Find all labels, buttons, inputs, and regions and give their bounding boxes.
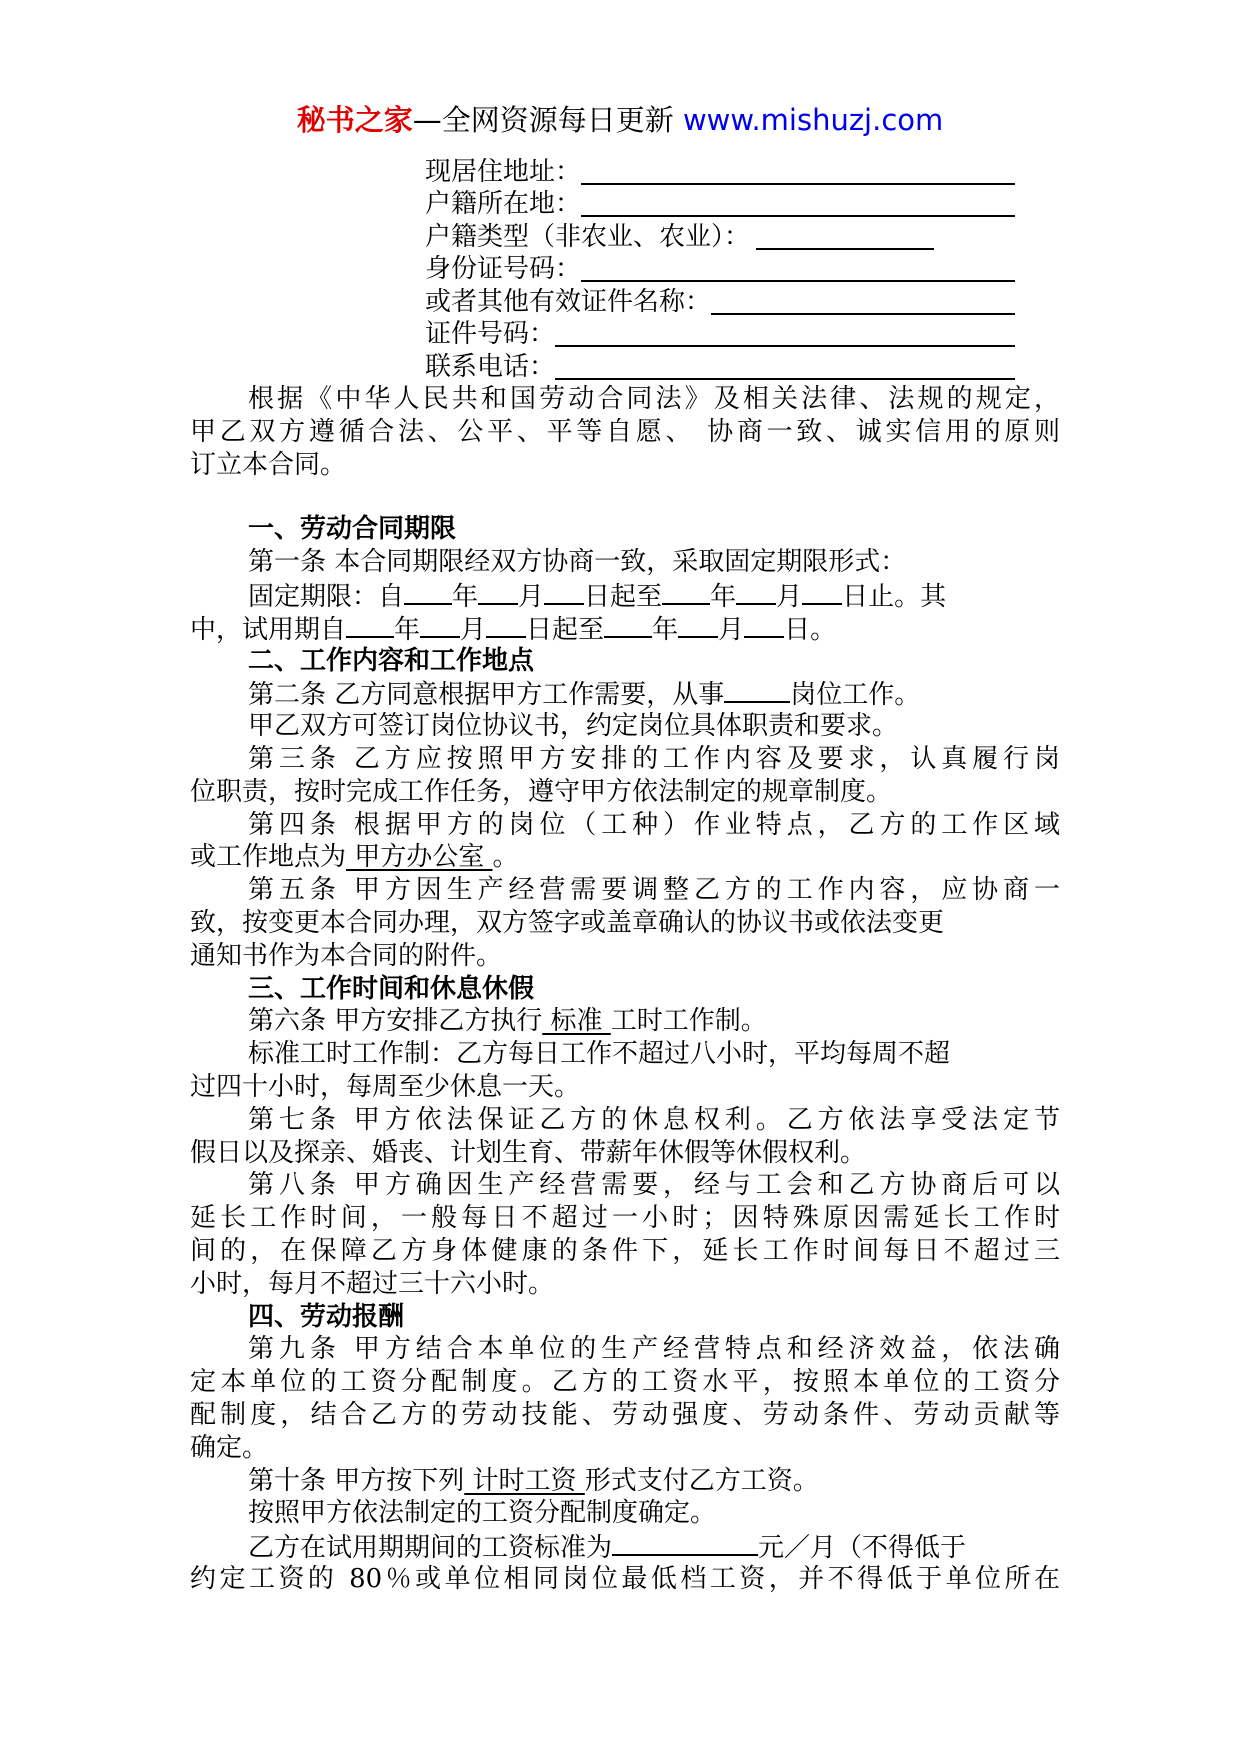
cert-number-blank[interactable]	[555, 319, 1015, 347]
article-line: 假日以及探亲、婚丧、计划生育、带薪年休假等休假权利。	[190, 1137, 867, 1168]
hukou-type-field	[425, 220, 1015, 253]
article-line: 约定工资的 80％或单位相同岗位最低档工资，并不得低于单位所在	[190, 1563, 1060, 1594]
article-line: 第九条 甲方结合本单位的生产经营特点和经济效益，依法确	[248, 1334, 1060, 1365]
article-line: 致，按变更本合同办理，双方签字或盖章确认的协议书或依法变更	[190, 907, 945, 938]
article-line: 第七条 甲方依法保证乙方的休息权利。乙方依法享受法定节	[248, 1104, 1060, 1135]
blank-day[interactable]	[802, 579, 842, 605]
site-header	[0, 100, 1240, 140]
article-line: 或工作地点为 甲方办公室 。	[190, 842, 519, 873]
article-line: 第八条 甲方确因生产经营需要，经与工会和乙方协商后可以	[248, 1170, 1060, 1201]
id-number-field	[425, 253, 1015, 286]
article-line: 第二条 乙方同意根据甲方工作需要，从事 岗位工作。	[190, 677, 1060, 710]
blank-month[interactable]	[736, 579, 776, 605]
article-line: 定本单位的工资分配制度。乙方的工资水平，按照本单位的工资分	[190, 1367, 1060, 1398]
blank-day[interactable]	[744, 612, 784, 638]
article-line: 第三条 乙方应按照甲方安排的工作内容及要求，认真履行岗	[248, 743, 1060, 774]
article-line: 第十条 甲方按下列 计时工资 形式支付乙方工资。	[248, 1465, 819, 1496]
article-line: 间的，在保障乙方身体健康的条件下，延长工作时间每日不超过三	[190, 1235, 1060, 1266]
hukou-type-label: 户籍类型（非农业、农业）：	[425, 221, 751, 252]
work-hours-value: 标准	[542, 1006, 611, 1037]
hukou-type-blank[interactable]	[756, 222, 934, 250]
blank-month[interactable]	[478, 579, 518, 605]
cert-number-field	[425, 318, 1015, 351]
header-url-link[interactable]: www.mishuzj.com	[682, 103, 944, 137]
article-line: 甲乙双方可签订岗位协议书，约定岗位具体职责和要求。	[248, 711, 899, 742]
other-id-field	[425, 285, 1015, 318]
blank-year[interactable]	[346, 612, 394, 638]
article-line: 过四十小时，每周至少休息一天。	[190, 1071, 581, 1102]
hukou-place-blank[interactable]	[581, 189, 1015, 217]
section-heading: 一、劳动合同期限	[248, 514, 457, 545]
header-slogan: —全网资源每日更新	[412, 103, 683, 137]
article-line: 延长工作时间，一般每日不超过一小时；因特殊原因需延长工作时	[190, 1203, 1060, 1234]
blank-position[interactable]	[724, 677, 790, 703]
other-id-blank[interactable]	[711, 287, 1015, 315]
article-line: 位职责，按时完成工作任务，遵守甲方依法制定的规章制度。	[190, 776, 893, 807]
intro-line: 根据《中华人民共和国劳动合同法》及相关法律、法规的规定，	[248, 384, 1060, 414]
other-id-label: 或者其他有效证件名称：	[425, 286, 712, 317]
blank-month[interactable]	[678, 612, 718, 638]
address-blank[interactable]	[581, 157, 1015, 185]
address-label: 现居住地址：	[425, 156, 582, 187]
id-number-blank[interactable]	[581, 254, 1015, 282]
article-line: 按照甲方依法制定的工资分配制度确定。	[248, 1498, 717, 1529]
header-brand: 秘书之家	[296, 103, 413, 137]
work-place-value: 甲方办公室	[346, 842, 493, 873]
phone-label: 联系电话：	[425, 351, 556, 382]
article-line: 第五条 甲方因生产经营需要调整乙方的工作内容，应协商一	[248, 875, 1060, 906]
phone-blank[interactable]	[555, 352, 1015, 380]
blank-year[interactable]	[404, 579, 452, 605]
id-number-label: 身份证号码：	[425, 254, 582, 284]
article-line: 乙方在试用期期间的工资标准为 元／月（不得低于	[190, 1530, 1060, 1563]
personal-info-fields	[425, 155, 1015, 383]
article-line: 第四条 根据甲方的岗位（工种）作业特点，乙方的工作区域	[248, 809, 1060, 840]
pay-form-value: 计时工资	[464, 1465, 585, 1496]
article-line: 第六条 甲方安排乙方执行 标准 工时工作制。	[248, 1006, 767, 1037]
section-heading: 二、工作内容和工作地点	[248, 645, 535, 676]
section-heading: 三、工作时间和休息休假	[248, 973, 535, 1004]
blank-day[interactable]	[486, 612, 526, 638]
cert-number-label: 证件号码：	[425, 319, 556, 349]
blank-year[interactable]	[662, 579, 710, 605]
article-line: 通知书作为本合同的附件。	[190, 940, 503, 971]
intro-line: 订立本合同。	[190, 449, 347, 480]
hukou-place-label: 户籍所在地：	[425, 189, 582, 219]
article-line: 小时，每月不超过三十六小时。	[190, 1268, 555, 1299]
article-line: 标准工时工作制：乙方每日工作不超过八小时，平均每周不超	[248, 1039, 951, 1070]
intro-line: 甲乙双方遵循合法、公平、平等自愿、 协商一致、诚实信用的原则	[190, 416, 1060, 447]
blank-month[interactable]	[420, 612, 460, 638]
blank-trial-wage[interactable]	[612, 1530, 758, 1556]
trial-term-line: 中，试用期自 年 月 日起至 年 月 日。	[190, 612, 1060, 645]
section-heading: 四、劳动报酬	[248, 1301, 405, 1332]
phone-field	[425, 350, 1015, 383]
blank-year[interactable]	[604, 612, 652, 638]
article-line: 确定。	[190, 1432, 269, 1463]
blank-day[interactable]	[544, 579, 584, 605]
hukou-place-field	[425, 188, 1015, 221]
article-line: 配制度，结合乙方的劳动技能、劳动强度、劳动条件、劳动贡献等	[190, 1399, 1060, 1430]
article-line: 第一条 本合同期限经双方协商一致，采取固定期限形式：	[248, 547, 907, 578]
address-field	[425, 155, 1015, 188]
fixed-term-line: 固定期限：自 年 月 日起至 年 月 日止。其	[190, 579, 1060, 612]
contract-body	[190, 383, 1060, 1596]
